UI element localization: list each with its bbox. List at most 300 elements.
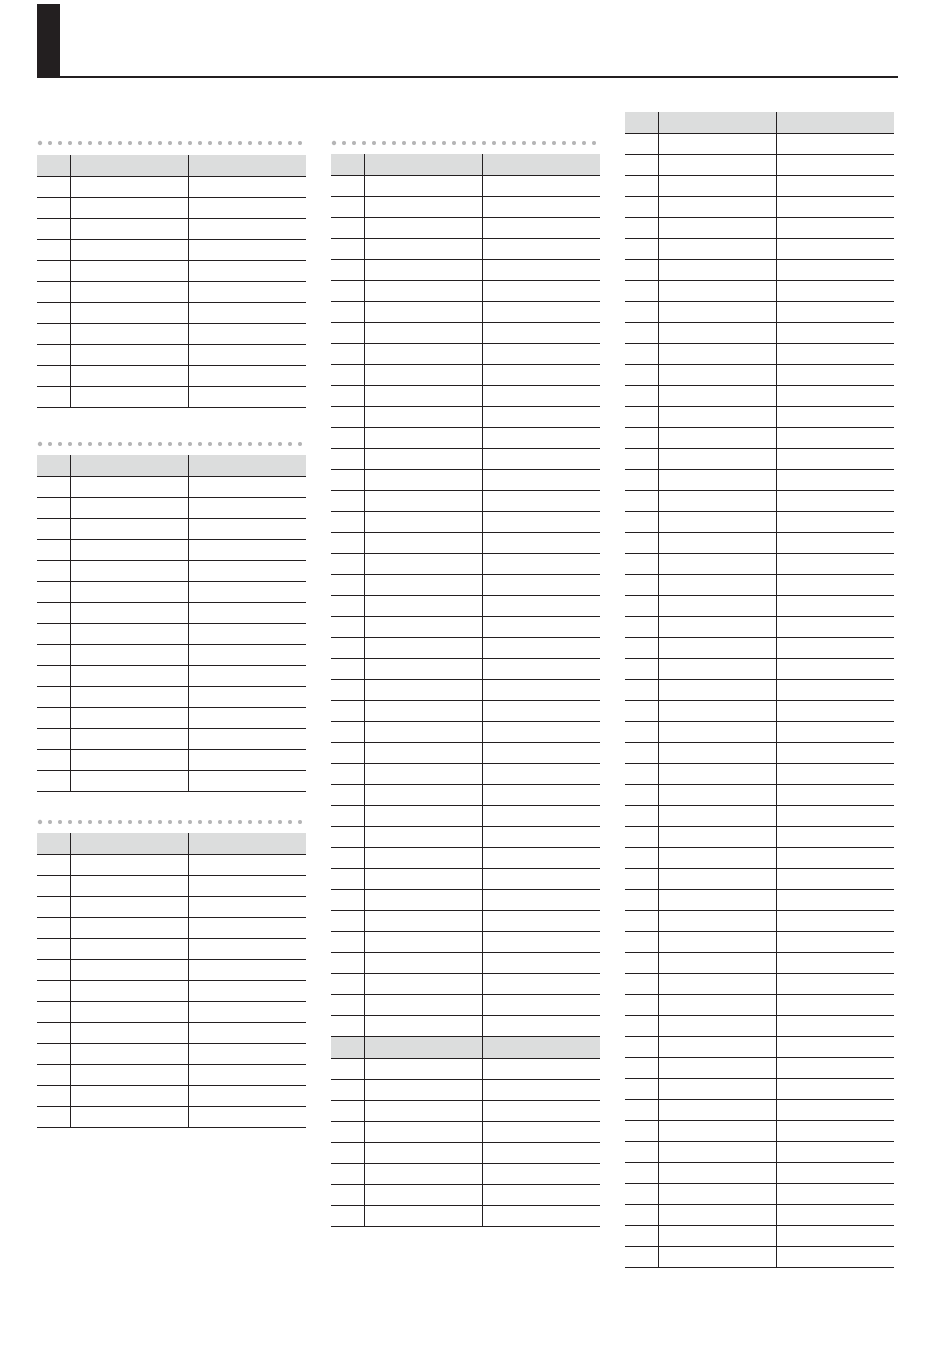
column-header	[70, 833, 188, 855]
table-cell	[188, 897, 306, 918]
table-cell	[658, 890, 776, 911]
table-cell	[331, 764, 364, 785]
table-cell	[482, 932, 600, 953]
table-cell	[482, 1206, 600, 1227]
table-row	[37, 1002, 306, 1023]
table-row	[625, 302, 894, 323]
dot	[512, 141, 516, 145]
table-cell	[364, 323, 482, 344]
dot	[38, 442, 42, 446]
table-cell	[776, 596, 894, 617]
table-cell	[625, 659, 658, 680]
table-cell	[658, 134, 776, 155]
table-row	[625, 407, 894, 428]
dot	[188, 820, 192, 824]
table-cell	[776, 932, 894, 953]
data-table-3	[37, 833, 306, 1128]
table-cell	[776, 1079, 894, 1100]
table-cell	[658, 218, 776, 239]
table-row	[37, 198, 306, 219]
table-cell	[364, 176, 482, 197]
table-cell	[70, 708, 188, 729]
table-cell	[188, 366, 306, 387]
table-cell	[188, 876, 306, 897]
dot	[278, 820, 282, 824]
table-cell	[331, 386, 364, 407]
table-cell	[37, 345, 70, 366]
table-row	[625, 1037, 894, 1058]
table-cell	[188, 624, 306, 645]
table-cell	[482, 344, 600, 365]
table-cell	[658, 239, 776, 260]
table-cell	[70, 498, 188, 519]
table-cell	[364, 764, 482, 785]
table-row	[625, 1016, 894, 1037]
table-cell	[658, 1121, 776, 1142]
table-cell	[776, 428, 894, 449]
table-row	[625, 155, 894, 176]
table-row	[625, 869, 894, 890]
table-cell	[364, 659, 482, 680]
table-cell	[188, 261, 306, 282]
dot	[278, 442, 282, 446]
table-row	[37, 324, 306, 345]
table-cell	[364, 302, 482, 323]
table-cell	[37, 582, 70, 603]
table-row	[37, 477, 306, 498]
table-cell	[482, 1185, 600, 1206]
table-cell	[37, 624, 70, 645]
dot	[248, 820, 252, 824]
table-cell	[364, 1143, 482, 1164]
table-row	[37, 855, 306, 876]
dot	[208, 820, 212, 824]
table-cell	[37, 498, 70, 519]
table-cell	[482, 995, 600, 1016]
section-heading-1	[37, 139, 309, 149]
table-cell	[331, 953, 364, 974]
table-cell	[776, 1205, 894, 1226]
table-cell	[482, 302, 600, 323]
table-row	[625, 596, 894, 617]
table-cell	[482, 491, 600, 512]
table-cell	[37, 876, 70, 897]
table-cell	[37, 708, 70, 729]
column-header	[188, 155, 306, 177]
table-row	[625, 533, 894, 554]
table-cell	[625, 1037, 658, 1058]
table-cell	[364, 701, 482, 722]
table-row	[625, 449, 894, 470]
table-row	[625, 197, 894, 218]
table-cell	[776, 155, 894, 176]
dot	[68, 141, 72, 145]
table-cell	[776, 134, 894, 155]
table-cell	[188, 1023, 306, 1044]
table-cell	[70, 771, 188, 792]
table-cell	[776, 1121, 894, 1142]
dot	[238, 820, 242, 824]
table-cell	[37, 666, 70, 687]
table-cell	[776, 953, 894, 974]
table-cell	[658, 722, 776, 743]
dot	[118, 820, 122, 824]
table-cell	[37, 960, 70, 981]
table-cell	[776, 890, 894, 911]
table-cell	[658, 1100, 776, 1121]
dot	[188, 442, 192, 446]
table-cell	[625, 722, 658, 743]
table-cell	[625, 890, 658, 911]
table-cell	[188, 387, 306, 408]
table-cell	[482, 1059, 600, 1080]
table-cell	[625, 239, 658, 260]
table-row	[331, 806, 600, 827]
table-cell	[776, 1226, 894, 1247]
dot	[178, 442, 182, 446]
dot	[228, 442, 232, 446]
table-cell	[776, 785, 894, 806]
table-row	[37, 345, 306, 366]
table-row	[331, 722, 600, 743]
table-cell	[331, 239, 364, 260]
table-cell	[188, 498, 306, 519]
table-row	[37, 561, 306, 582]
table-cell	[364, 197, 482, 218]
dot	[442, 141, 446, 145]
table-cell	[625, 617, 658, 638]
table-row	[37, 540, 306, 561]
table-cell	[37, 198, 70, 219]
table-cell	[331, 428, 364, 449]
table-row	[331, 1185, 600, 1206]
table-cell	[625, 491, 658, 512]
table-row	[625, 848, 894, 869]
table-cell	[188, 219, 306, 240]
dot	[108, 141, 112, 145]
table-cell	[658, 701, 776, 722]
table-row	[37, 1065, 306, 1086]
table-cell	[625, 680, 658, 701]
table-cell	[658, 155, 776, 176]
table-row	[625, 890, 894, 911]
table-cell	[364, 596, 482, 617]
table-cell	[482, 176, 600, 197]
table-row	[331, 638, 600, 659]
table-cell	[331, 1185, 364, 1206]
dot	[432, 141, 436, 145]
table-cell	[331, 1101, 364, 1122]
table-cell	[776, 1058, 894, 1079]
table-row	[625, 617, 894, 638]
table-cell	[776, 659, 894, 680]
table-cell	[776, 575, 894, 596]
table-cell	[658, 1205, 776, 1226]
table-cell	[37, 1065, 70, 1086]
table-cell	[658, 764, 776, 785]
table-cell	[70, 981, 188, 1002]
table-row	[625, 764, 894, 785]
table-row	[37, 939, 306, 960]
dot	[228, 820, 232, 824]
table-cell	[70, 918, 188, 939]
table-cell	[188, 855, 306, 876]
table-cell	[331, 638, 364, 659]
table-row	[331, 785, 600, 806]
table-cell	[70, 603, 188, 624]
table-cell	[776, 1037, 894, 1058]
table-row	[331, 386, 600, 407]
table-cell	[625, 176, 658, 197]
dot	[572, 141, 576, 145]
table-cell	[331, 743, 364, 764]
dot	[158, 820, 162, 824]
data-table-6	[625, 112, 894, 1268]
table-cell	[776, 344, 894, 365]
table-row	[37, 603, 306, 624]
table-row	[37, 582, 306, 603]
table-cell	[188, 540, 306, 561]
table-cell	[331, 659, 364, 680]
column-header	[188, 833, 306, 855]
table-cell	[364, 680, 482, 701]
table-cell	[364, 974, 482, 995]
dot	[482, 141, 486, 145]
table-cell	[658, 680, 776, 701]
table-row	[331, 617, 600, 638]
dot	[218, 442, 222, 446]
table-cell	[364, 722, 482, 743]
table-cell	[658, 1247, 776, 1268]
table-row	[37, 240, 306, 261]
table-cell	[658, 659, 776, 680]
table-cell	[776, 617, 894, 638]
table-cell	[625, 449, 658, 470]
table-cell	[70, 519, 188, 540]
table-cell	[658, 533, 776, 554]
table-row	[331, 302, 600, 323]
dot	[362, 141, 366, 145]
table-cell	[70, 387, 188, 408]
table-cell	[482, 764, 600, 785]
column-header	[70, 455, 188, 477]
table-cell	[482, 281, 600, 302]
table-cell	[482, 218, 600, 239]
dot	[38, 820, 42, 824]
table-cell	[482, 785, 600, 806]
table-cell	[658, 449, 776, 470]
table-row	[37, 645, 306, 666]
table-cell	[70, 582, 188, 603]
table-cell	[331, 323, 364, 344]
table-cell	[364, 533, 482, 554]
table-cell	[625, 785, 658, 806]
table-cell	[482, 974, 600, 995]
table-cell	[364, 911, 482, 932]
table-row	[37, 519, 306, 540]
table-cell	[482, 365, 600, 386]
table-row	[331, 1164, 600, 1185]
table-cell	[70, 240, 188, 261]
column-header	[364, 154, 482, 176]
table-cell	[364, 806, 482, 827]
table-cell	[364, 785, 482, 806]
table-cell	[776, 680, 894, 701]
table-cell	[364, 1122, 482, 1143]
dotted-rule	[37, 139, 309, 147]
dot	[208, 141, 212, 145]
table-row	[331, 260, 600, 281]
table-row	[331, 1101, 600, 1122]
dot	[108, 820, 112, 824]
table-row	[625, 386, 894, 407]
column-header	[331, 1037, 364, 1059]
table-cell	[188, 198, 306, 219]
dot	[68, 442, 72, 446]
table-cell	[482, 827, 600, 848]
dot	[268, 820, 272, 824]
dot	[352, 141, 356, 145]
table-cell	[625, 1121, 658, 1142]
table-cell	[37, 477, 70, 498]
chapter-tab-block	[37, 4, 60, 76]
table-cell	[625, 533, 658, 554]
table-row	[625, 554, 894, 575]
table-cell	[331, 407, 364, 428]
table-cell	[331, 533, 364, 554]
table-cell	[37, 939, 70, 960]
table-cell	[625, 365, 658, 386]
dot	[298, 442, 302, 446]
table-cell	[482, 386, 600, 407]
table-cell	[331, 617, 364, 638]
table-cell	[331, 470, 364, 491]
dot	[128, 820, 132, 824]
table-cell	[658, 932, 776, 953]
table-cell	[188, 960, 306, 981]
table-cell	[776, 176, 894, 197]
table-cell	[776, 281, 894, 302]
dot	[108, 442, 112, 446]
table-row	[331, 239, 600, 260]
table-row	[625, 911, 894, 932]
dot	[78, 141, 82, 145]
table-row	[625, 1079, 894, 1100]
dot	[288, 442, 292, 446]
table-cell	[482, 701, 600, 722]
table-cell	[482, 260, 600, 281]
table-cell	[364, 344, 482, 365]
table-cell	[331, 680, 364, 701]
table-cell	[776, 1142, 894, 1163]
table-cell	[37, 240, 70, 261]
table-cell	[331, 1164, 364, 1185]
dotted-rule	[37, 440, 309, 448]
table-cell	[658, 638, 776, 659]
table-cell	[188, 687, 306, 708]
column-header	[364, 1037, 482, 1059]
table-cell	[331, 995, 364, 1016]
table-cell	[364, 512, 482, 533]
table-cell	[70, 729, 188, 750]
table-cell	[625, 197, 658, 218]
table-cell	[482, 1122, 600, 1143]
table-row	[625, 176, 894, 197]
table-cell	[37, 1002, 70, 1023]
table-cell	[776, 218, 894, 239]
table-row	[625, 743, 894, 764]
table-cell	[70, 1044, 188, 1065]
table-cell	[625, 974, 658, 995]
table-cell	[776, 1100, 894, 1121]
table-row	[37, 1044, 306, 1065]
table-cell	[625, 1079, 658, 1100]
table-row	[37, 1086, 306, 1107]
table-cell	[70, 219, 188, 240]
table-cell	[776, 1247, 894, 1268]
table-cell	[37, 855, 70, 876]
table-cell	[37, 687, 70, 708]
table-cell	[188, 708, 306, 729]
dot	[38, 141, 42, 145]
table-row	[331, 575, 600, 596]
table-cell	[482, 323, 600, 344]
table-cell	[625, 1205, 658, 1226]
table-cell	[482, 428, 600, 449]
table-cell	[625, 848, 658, 869]
table-row	[331, 827, 600, 848]
table-row	[331, 218, 600, 239]
table-cell	[331, 932, 364, 953]
dot	[372, 141, 376, 145]
data-table-5	[331, 1037, 600, 1227]
table-cell	[625, 1184, 658, 1205]
table-row	[625, 1100, 894, 1121]
table-cell	[482, 1016, 600, 1037]
table-cell	[188, 1107, 306, 1128]
table-cell	[482, 449, 600, 470]
table-cell	[625, 1226, 658, 1247]
dot	[258, 820, 262, 824]
table-cell	[331, 449, 364, 470]
table-cell	[364, 953, 482, 974]
dot	[158, 442, 162, 446]
table-cell	[482, 533, 600, 554]
table-cell	[37, 918, 70, 939]
table-cell	[482, 743, 600, 764]
table-cell	[37, 897, 70, 918]
table-cell	[776, 407, 894, 428]
dot	[492, 141, 496, 145]
table-cell	[482, 911, 600, 932]
table-cell	[482, 1143, 600, 1164]
table-cell	[70, 1086, 188, 1107]
table-row	[331, 995, 600, 1016]
table-cell	[776, 197, 894, 218]
table-cell	[625, 407, 658, 428]
table-row	[37, 750, 306, 771]
table-cell	[658, 785, 776, 806]
section-heading-4	[331, 139, 603, 149]
table-cell	[658, 512, 776, 533]
table-cell	[70, 687, 188, 708]
table-row	[625, 575, 894, 596]
table-cell	[625, 953, 658, 974]
dot	[248, 141, 252, 145]
table-cell	[658, 260, 776, 281]
dot	[522, 141, 526, 145]
dot	[342, 141, 346, 145]
